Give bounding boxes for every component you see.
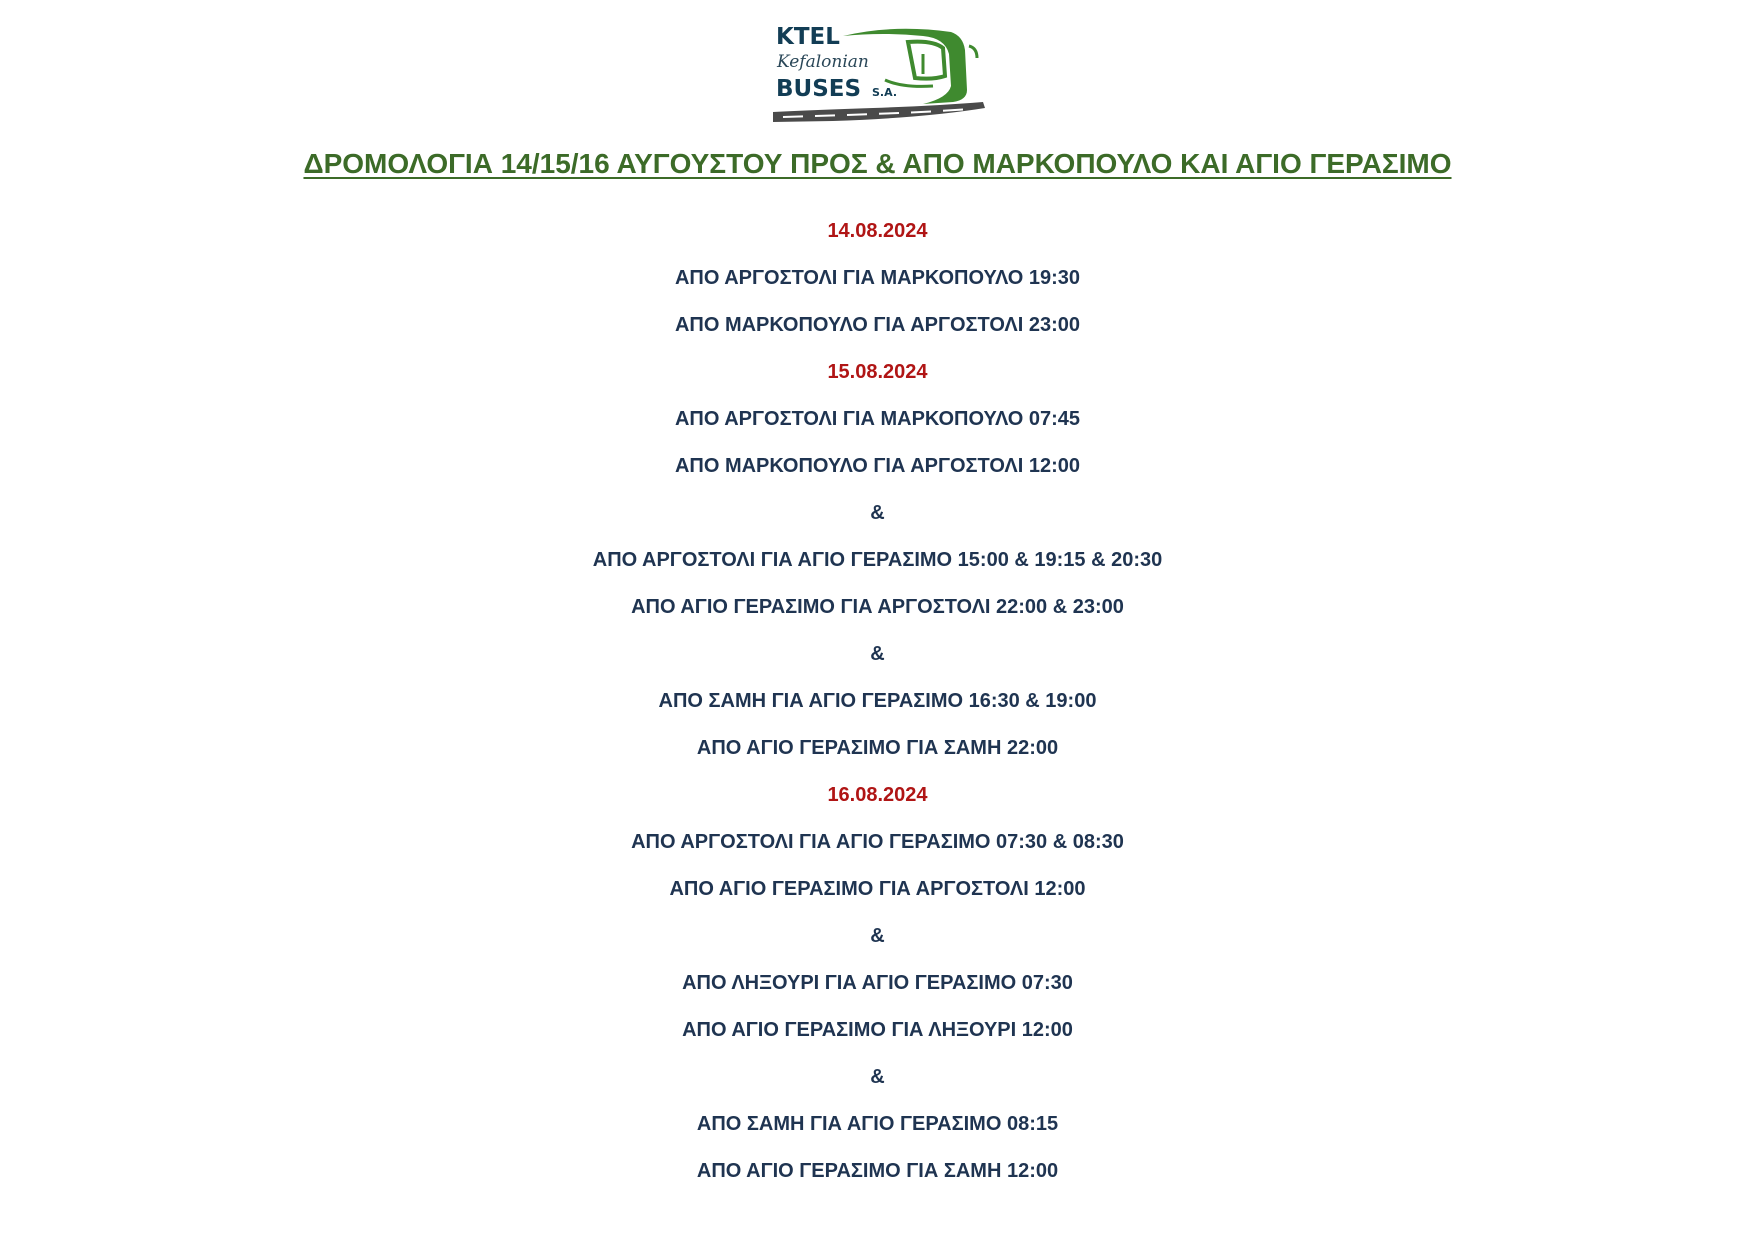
schedule-route: ΑΠΟ ΑΡΓΟΣΤΟΛΙ ΓΙΑ ΑΓΙΟ ΓΕΡΑΣΙΜΟ 07:30 & 08:30 — [631, 831, 1124, 853]
schedule-route: ΑΠΟ ΛΗΞΟΥΡΙ ΓΙΑ ΑΓΙΟ ΓΕΡΑΣΙΜΟ 07:30 — [682, 972, 1073, 994]
schedule-route: ΑΠΟ ΑΡΓΟΣΤΟΛΙ ΓΙΑ ΜΑΡΚΟΠΟΥΛΟ 07:45 — [674, 408, 1081, 430]
logo-sa-text: S.A. — [872, 86, 897, 99]
schedule-separator: & — [870, 1066, 885, 1088]
logo-kefalonian-text: Kefalonian — [777, 52, 869, 72]
schedule-date: 15.08.2024 — [827, 361, 928, 383]
schedule-route: ΑΠΟ ΑΓΙΟ ΓΕΡΑΣΙΜΟ ΓΙΑ ΣΑΜΗ 12:00 — [696, 1160, 1059, 1182]
schedule-route: ΑΠΟ ΑΡΓΟΣΤΟΛΙ ΓΙΑ ΜΑΡΚΟΠΟΥΛΟ 19:30 — [674, 267, 1081, 289]
schedule-separator: & — [870, 502, 885, 524]
logo-buses-text: BUSES — [776, 76, 862, 102]
schedule-route: ΑΠΟ ΑΡΓΟΣΤΟΛΙ ΓΙΑ ΑΓΙΟ ΓΕΡΑΣΙΜΟ 15:00 & 19:15 & 20:30 — [592, 549, 1163, 571]
schedule-date: 16.08.2024 — [827, 784, 928, 806]
schedule-route: ΑΠΟ ΣΑΜΗ ΓΙΑ ΑΓΙΟ ΓΕΡΑΣΙΜΟ 08:15 — [696, 1113, 1059, 1135]
page-title: ΔΡΟΜΟΛΟΓΙΑ 14/15/16 ΑΥΓΟΥΣΤΟΥ ΠΡΟΣ & ΑΠΟ ΜΑΡΚΟΠΟΥΛΟ ΚΑΙ ΑΓΙΟ ΓΕΡΑΣΙΜΟ — [303, 148, 1452, 179]
schedule-route: ΑΠΟ ΑΓΙΟ ΓΕΡΑΣΙΜΟ ΓΙΑ ΑΡΓΟΣΤΟΛΙ 12:00 — [669, 878, 1086, 900]
schedule-route: ΑΠΟ ΣΑΜΗ ΓΙΑ ΑΓΙΟ ΓΕΡΑΣΙΜΟ 16:30 & 19:00 — [658, 690, 1097, 712]
schedule-route: ΑΠΟ ΑΓΙΟ ΓΕΡΑΣΙΜΟ ΓΙΑ ΑΡΓΟΣΤΟΛΙ 22:00 & 23:00 — [631, 596, 1124, 618]
schedule-date: 14.08.2024 — [827, 220, 928, 242]
schedule-route: ΑΠΟ ΑΓΙΟ ΓΕΡΑΣΙΜΟ ΓΙΑ ΣΑΜΗ 22:00 — [696, 737, 1059, 759]
schedule-route: ΑΠΟ ΜΑΡΚΟΠΟΥΛΟ ΓΙΑ ΑΡΓΟΣΤΟΛΙ 12:00 — [674, 455, 1081, 477]
schedule-separator: & — [870, 925, 885, 947]
company-logo — [773, 24, 988, 128]
schedule-route: ΑΠΟ ΜΑΡΚΟΠΟΥΛΟ ΓΙΑ ΑΡΓΟΣΤΟΛΙ 23:00 — [674, 314, 1081, 336]
logo-ktel-text: KTEL — [776, 24, 840, 50]
schedule-route: ΑΠΟ ΑΓΙΟ ΓΕΡΑΣΙΜΟ ΓΙΑ ΛΗΞΟΥΡΙ 12:00 — [682, 1019, 1073, 1041]
schedule-separator: & — [870, 643, 885, 665]
schedule-list — [0, 208, 1755, 1195]
